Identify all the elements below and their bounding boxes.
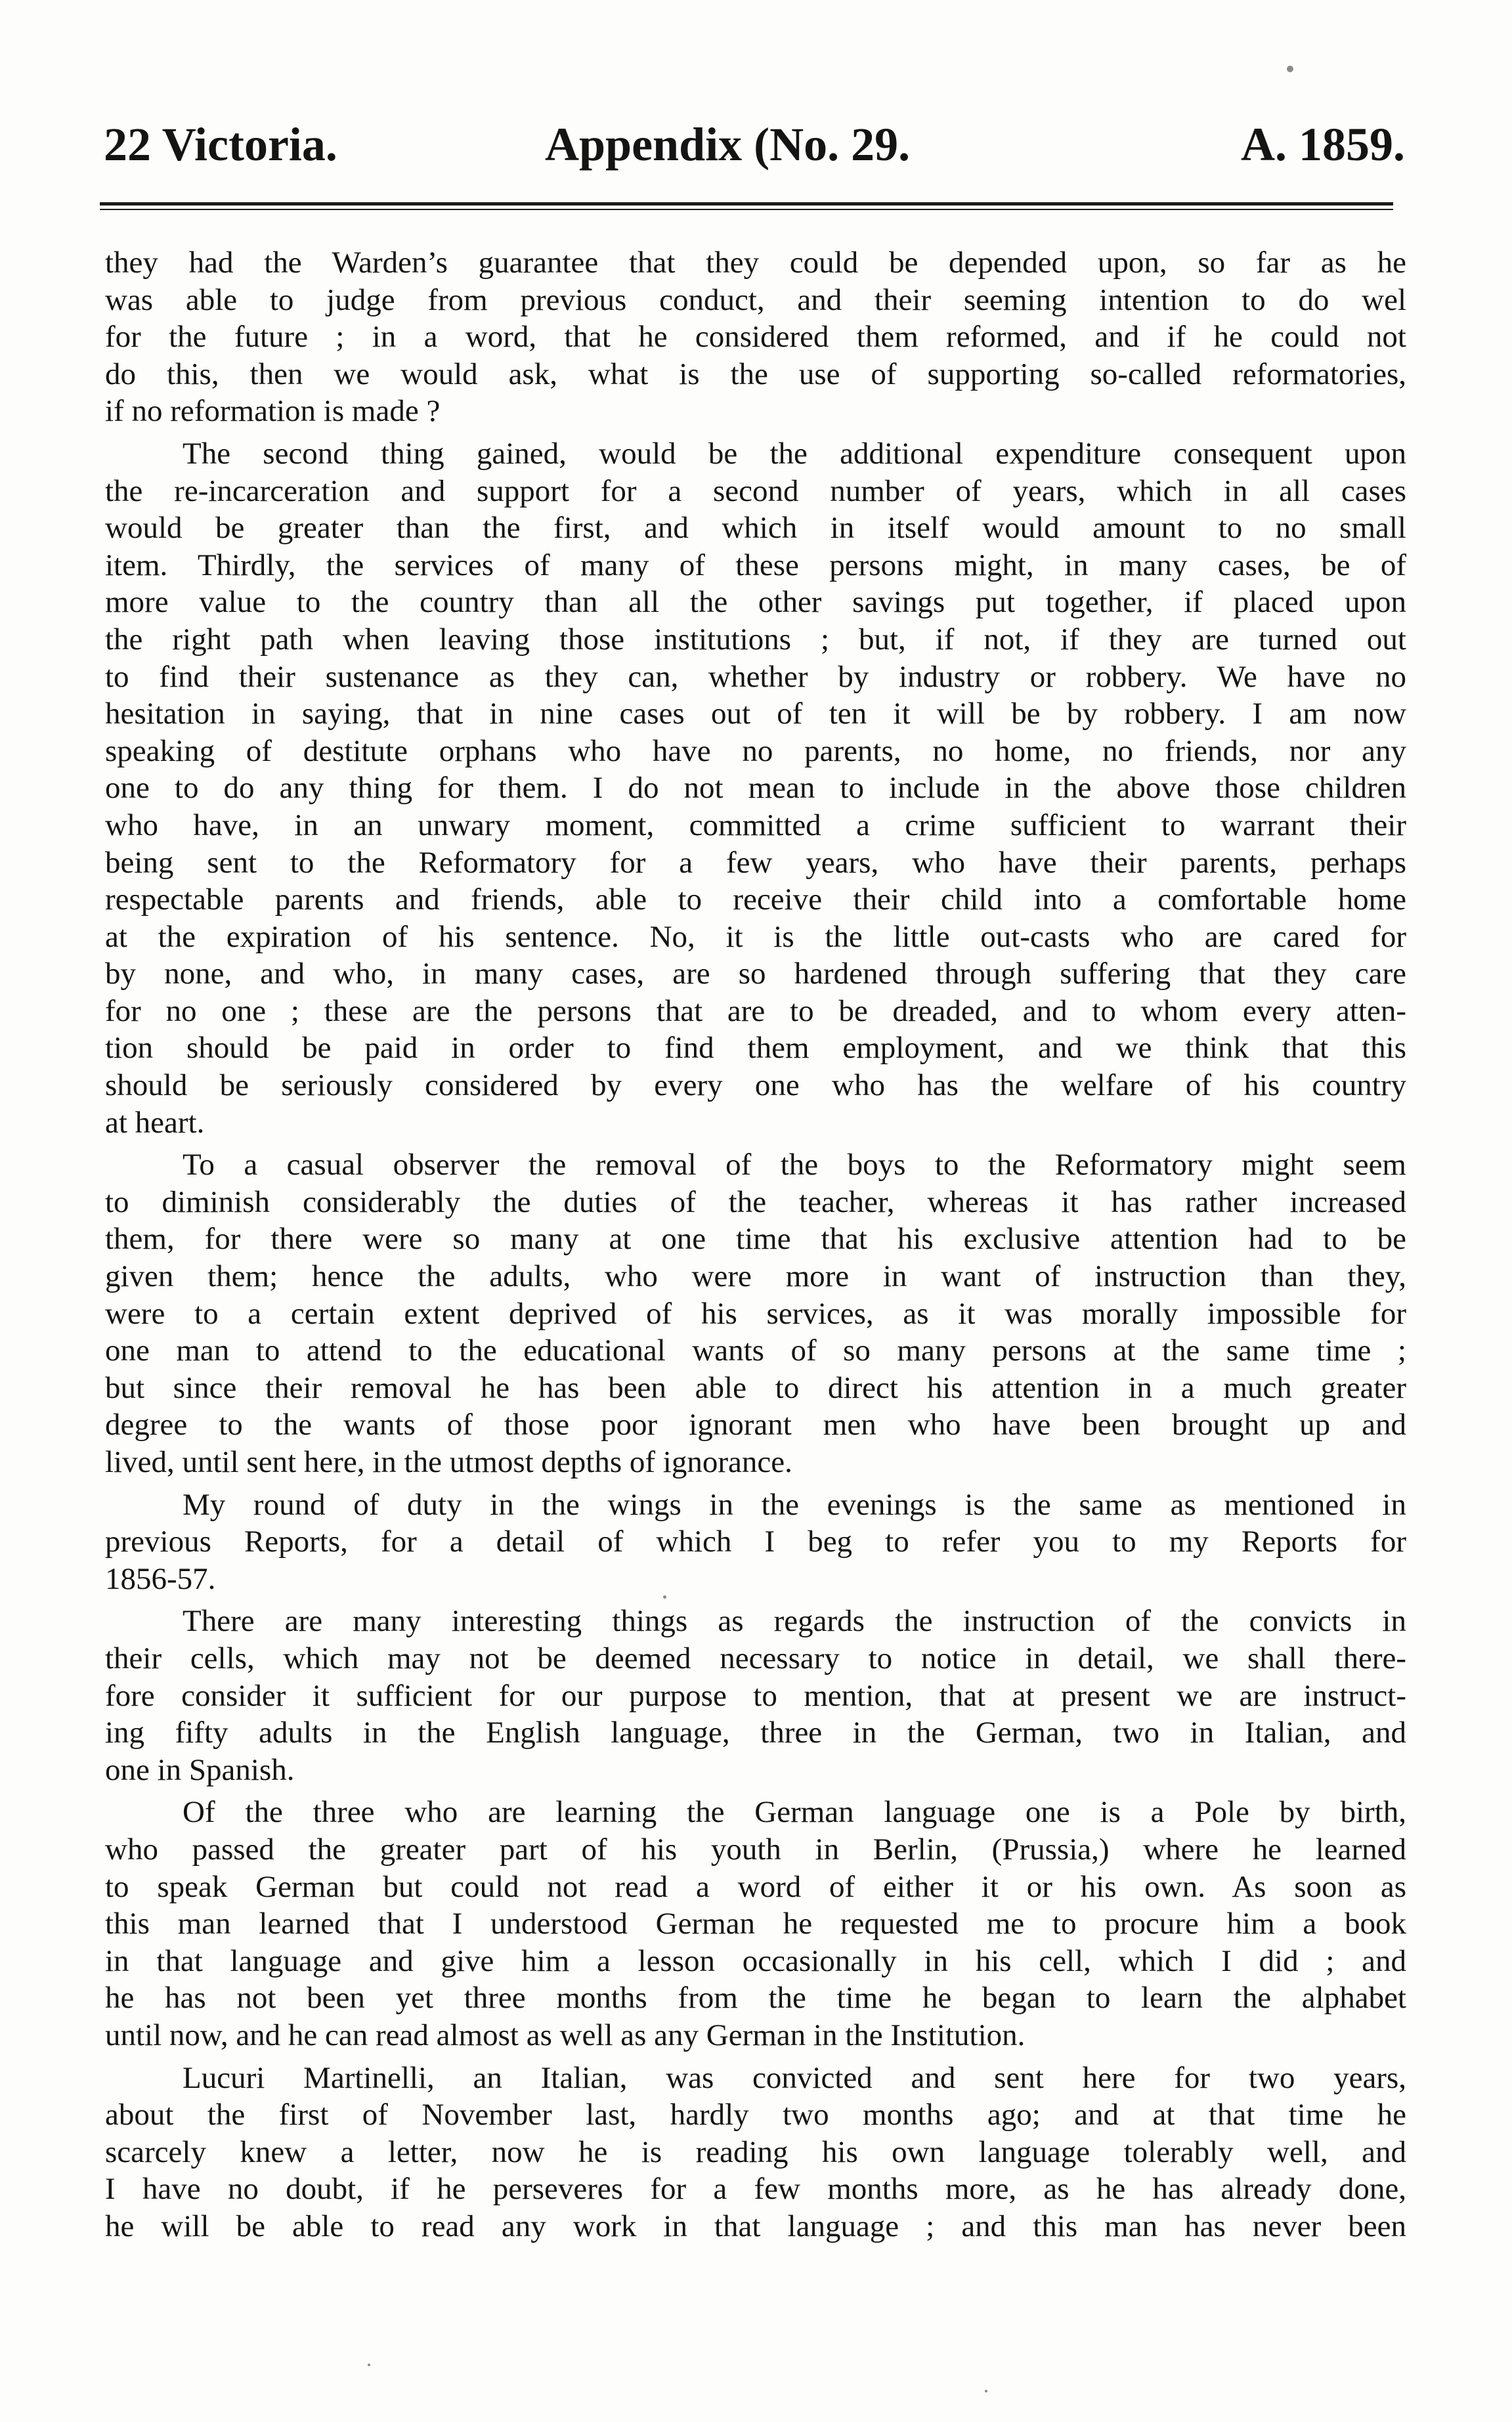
text-line: degree to the wants of those poor ignorant men who have been brought up and [105, 1408, 1406, 1442]
text-line: Of the three who are learning the German language one is a Pole by birth, [183, 1795, 1406, 1830]
text-line: at heart. [105, 1105, 205, 1140]
text-line: do this, then we would ask, what is the use of supporting so-called reformatories, [105, 357, 1406, 391]
text-line: in that language and give him a lesson occasionally in his cell, which I did ; and [105, 1943, 1406, 1978]
text-line: To a casual observer the removal of the boys to the Reformatory might seem [183, 1148, 1406, 1182]
text-line: being sent to the Reformatory for a few years, who have their parents, perhaps [105, 845, 1406, 880]
text-line: previous Reports, for a detail of which I beg to refer you to my Reports for [105, 1525, 1406, 1559]
text-line: to speak German but could not read a word of either it or his own. As soon as [105, 1869, 1406, 1904]
text-line: hesitation in saying, that in nine cases out of ten it will be by robbery. I am now [105, 697, 1406, 731]
paragraph-gap [105, 1788, 1406, 1794]
scan-speck [1287, 66, 1293, 72]
text-line: them, for there were so many at one time that his exclusive attention had to be [105, 1222, 1406, 1257]
text-line: who passed the greater part of his youth in Berlin, (Prussia,) where he learned [105, 1832, 1406, 1867]
text-line: lived, until sent here, in the utmost depths of ignorance. [105, 1445, 792, 1479]
scan-speck [368, 2364, 370, 2366]
text-line: item. Thirdly, the services of many of these persons might, in many cases, be of [105, 548, 1406, 582]
text-line: but since their removal he has been able to direct his attention in a much greater [105, 1370, 1406, 1405]
text-line: for no one ; these are the persons that are to be dreaded, and to whom every atten- [105, 993, 1406, 1028]
text-line: 1856-57. [105, 1561, 216, 1596]
text-line: Lucuri Martinelli, an Italian, was convicted and sent here for two years, [183, 2060, 1406, 2095]
paragraph-gap [105, 1141, 1406, 1146]
text-line: this man learned that I understood German he requested me to procure him a book [105, 1907, 1406, 1941]
body-text [105, 244, 1406, 2245]
text-line: were to a certain extent deprived of his services, as it was morally impossible for [105, 1296, 1406, 1331]
text-line: at the expiration of his sentence. No, it is the little out-casts who are cared for [105, 919, 1406, 954]
text-line: they had the Warden’s guarantee that they could be depended upon, so far as he [105, 246, 1406, 280]
text-line: the right path when leaving those institutions ; but, if not, if they are turned out [105, 622, 1406, 657]
text-line: by none, and who, in many cases, are so hardened through suffering that they care [105, 957, 1406, 991]
text-line: one in Spanish. [105, 1752, 295, 1787]
paragraph-gap [105, 430, 1406, 435]
text-line: for the future ; in a word, that he considered them reformed, and if he could not [105, 320, 1406, 355]
text-line: until now, and he can read almost as well as any German in the Institution. [105, 2018, 1026, 2052]
text-line: respectable parents and friends, able to receive their child into a comfortable home [105, 882, 1406, 917]
text-line: speaking of destitute orphans who have no parents, no home, no friends, nor any [105, 733, 1406, 768]
paragraph-gap [105, 2054, 1406, 2060]
text-line: one man to attend to the educational wants of so many persons at the same time ; [105, 1333, 1406, 1368]
paragraph-gap [105, 1597, 1406, 1603]
text-line: I have no doubt, if he perseveres for a few months more, as he has already done, [105, 2172, 1406, 2207]
header-rule [100, 202, 1393, 210]
text-line: My round of duty in the wings in the evenings is the same as mentioned in [183, 1487, 1406, 1522]
header-appendix: Appendix (No. 29. [545, 118, 911, 171]
running-header [98, 115, 1405, 174]
text-line: to diminish considerably the duties of the teacher, whereas it has rather increased [105, 1184, 1406, 1219]
text-line: There are many interesting things as regards the instruction of the convicts in [183, 1604, 1406, 1639]
text-line: given them; hence the adults, who were more in want of instruction than they, [105, 1259, 1406, 1294]
text-line: the re-incarceration and support for a second number of years, which in all cases [105, 473, 1406, 508]
text-line: scarcely knew a letter, now he is reading his own language tolerably well, and [105, 2134, 1406, 2169]
text-line: tion should be paid in order to find them employment, and we think that this [105, 1031, 1406, 1066]
text-line: would be greater than the first, and which in itself would amount to no small [105, 511, 1406, 546]
text-line: about the first of November last, hardly two months ago; and at that time he [105, 2098, 1406, 2132]
text-line: ing fifty adults in the English language, three in the German, two in Italian, and [105, 1716, 1406, 1750]
text-line: The second thing gained, would be the additional expenditure consequent upon [183, 436, 1406, 471]
scan-speck [663, 1595, 666, 1599]
header-year: A. 1859. [1241, 118, 1405, 171]
header-session: 22 Victoria. [104, 118, 337, 171]
text-line: to find their sustenance as they can, whether by industry or robbery. We have no [105, 659, 1406, 694]
text-line: who have, in an unwary moment, committed a crime sufficient to warrant their [105, 808, 1406, 842]
text-line: one to do any thing for them. I do not mean to include in the above those children [105, 771, 1406, 806]
text-line: he will be able to read any work in that language ; and this man has never been [105, 2209, 1406, 2243]
text-line: more value to the country than all the other savings put together, if placed upon [105, 585, 1406, 620]
text-line: was able to judge from previous conduct, and their seeming intention to do wel [105, 282, 1406, 317]
text-line: fore consider it sufficient for our purpose to mention, that at present we are instruct- [105, 1678, 1406, 1713]
text-line: if no reformation is made ? [105, 394, 441, 429]
text-line: their cells, which may not be deemed necessary to notice in detail, we shall there- [105, 1641, 1406, 1676]
scan-speck [985, 2390, 987, 2392]
text-line: should be seriously considered by every one who has the welfare of his country [105, 1068, 1406, 1103]
paragraph-gap [105, 1481, 1406, 1486]
text-line: he has not been yet three months from the time he began to learn the alphabet [105, 1981, 1406, 2016]
